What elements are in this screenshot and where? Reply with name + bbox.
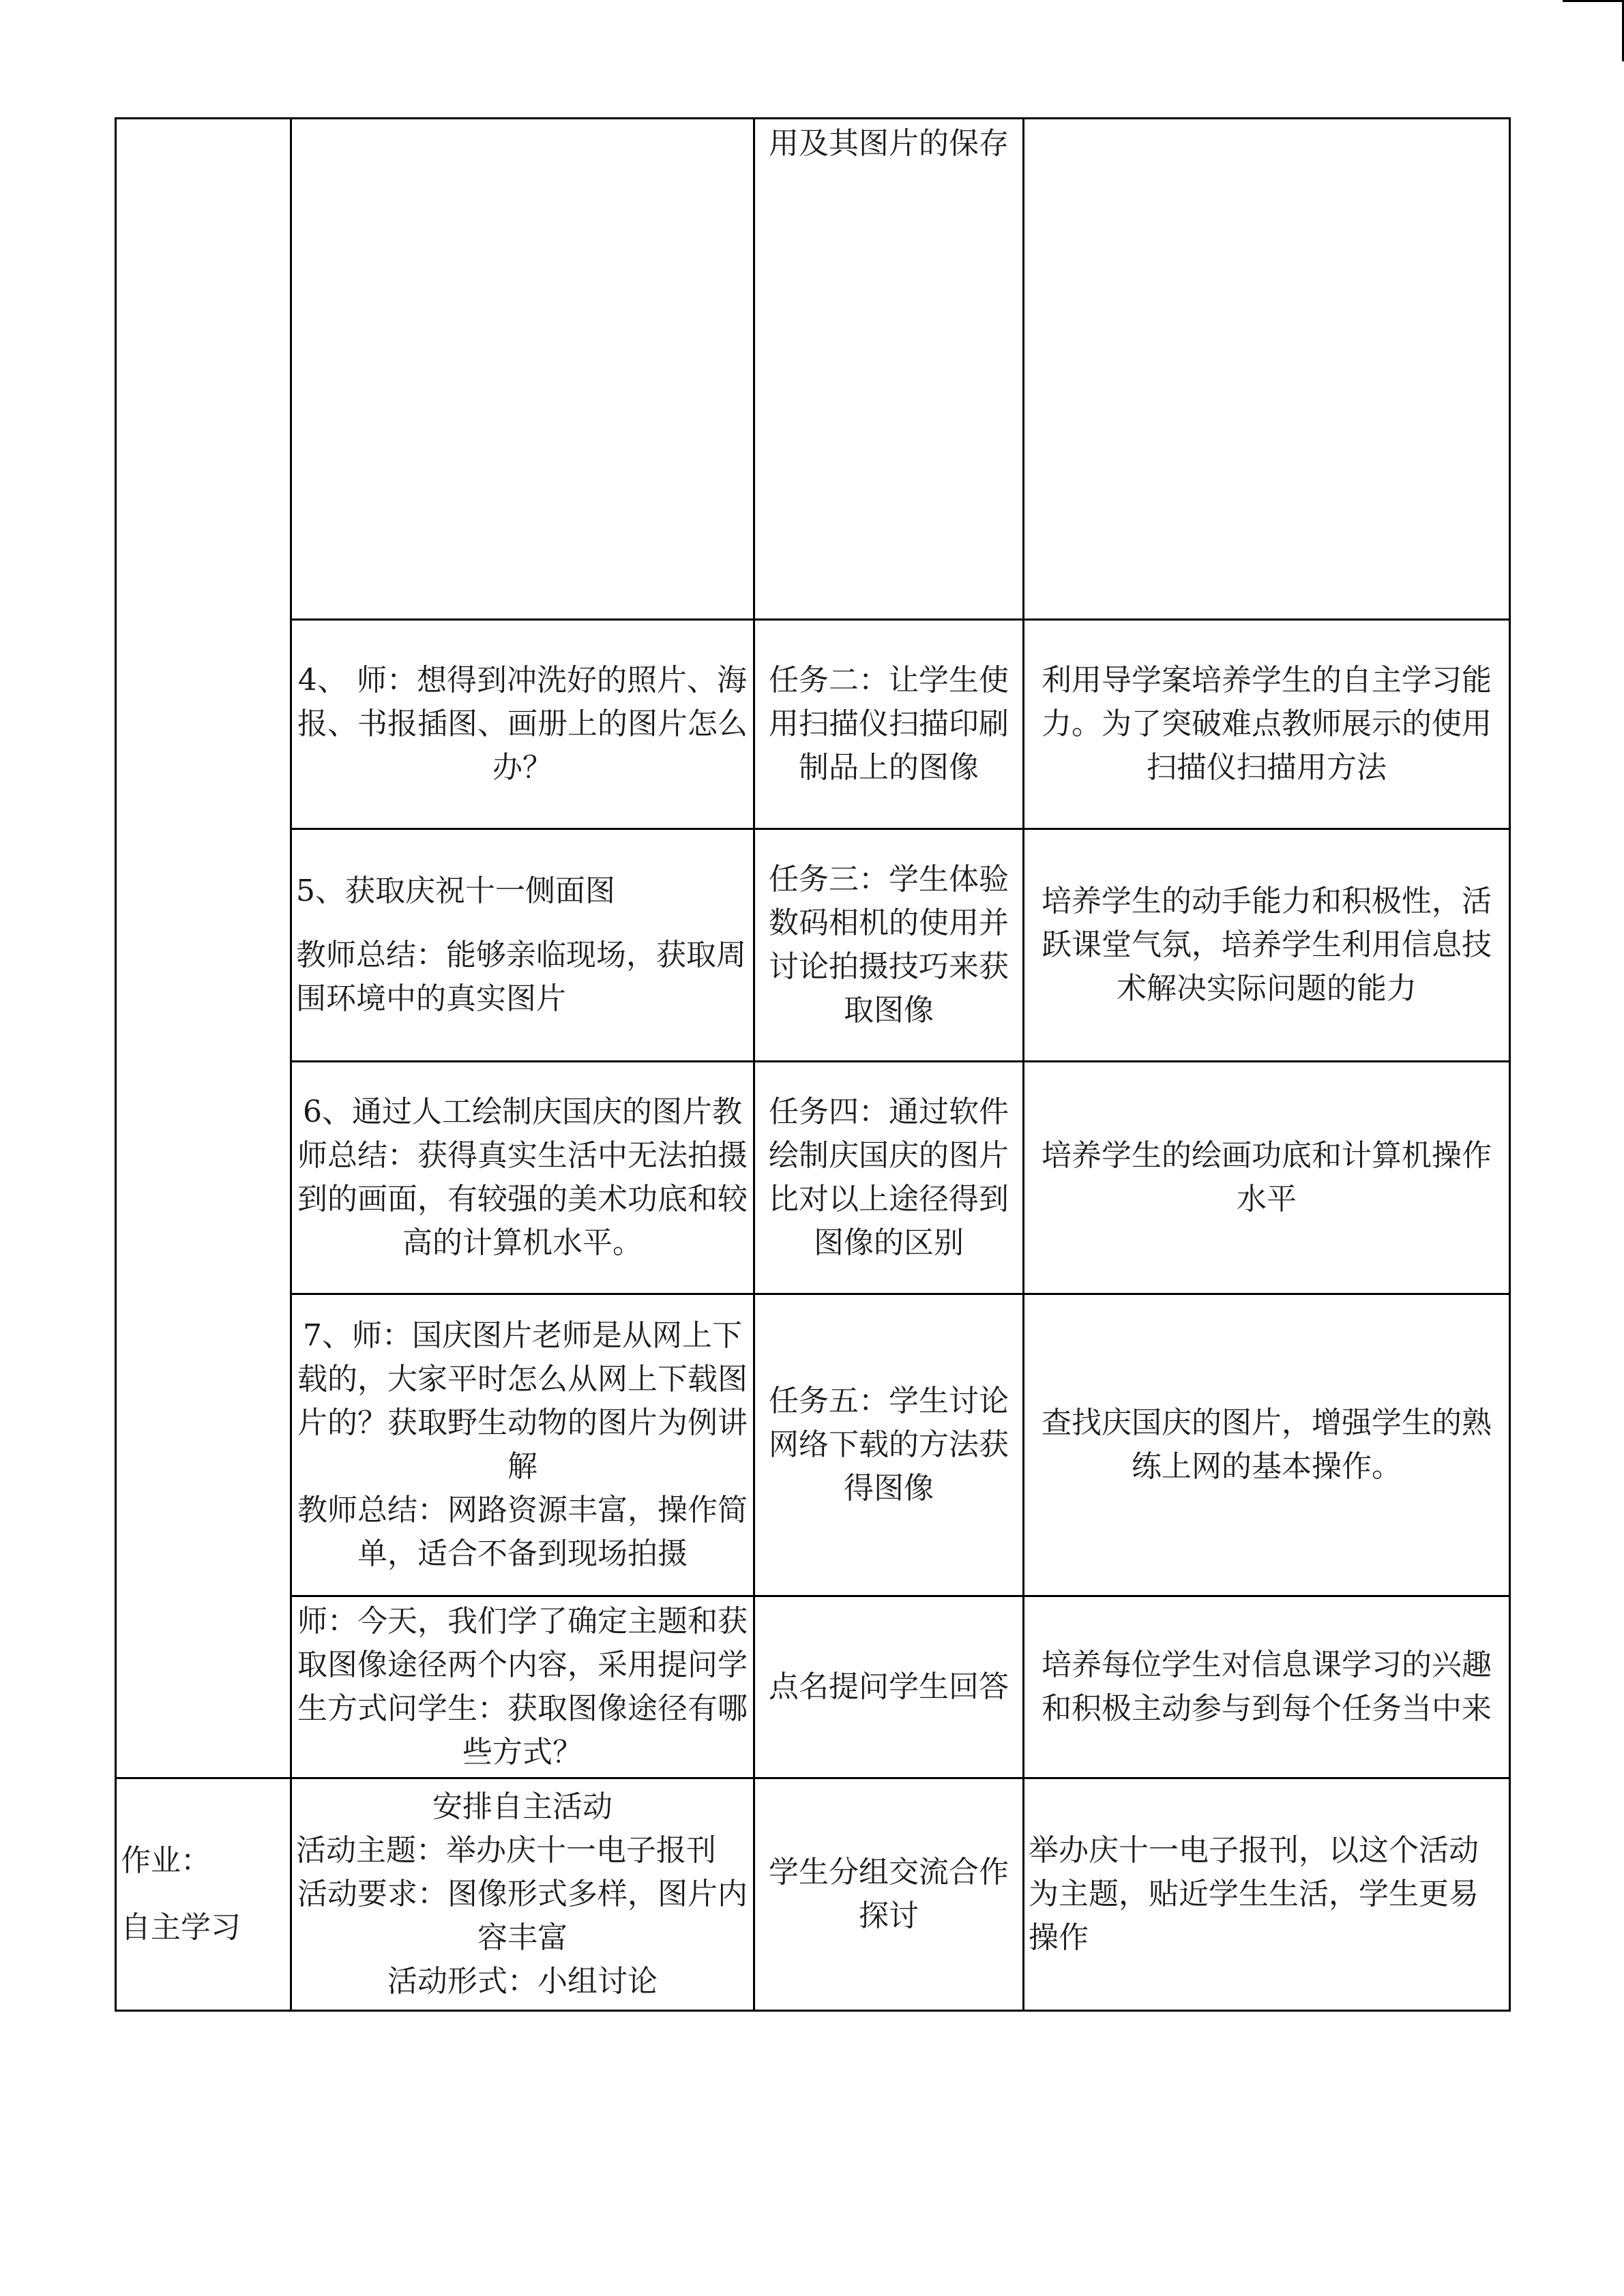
design-intent-cell <box>1024 119 1510 620</box>
activity-form-text: 活动形式：小组讨论 <box>387 1964 658 1999</box>
design-intent-cell: 举办庆十一电子报刊，以这个活动为主题，贴近学生生活，学生更易操作 <box>1024 1778 1510 2011</box>
table-row <box>116 620 1510 829</box>
activity-requirement-text: 活动要求：图像形式多样，图片内容丰富 <box>297 1877 748 1955</box>
teacher-activity-cell <box>291 829 754 1062</box>
student-task-cell: 任务三：学生体验数码相机的使用并讨论拍摄技巧来获取图像 <box>754 829 1024 1062</box>
teacher-step-text: 7、师：国庆图片老师是从网上下载的，大家平时怎么从网上下载图片的？获取野生动物的图片为例讲解 <box>297 1318 748 1484</box>
design-intent-cell: 利用导学案培养学生的自主学习能力。为了突破难点教师展示的使用扫描仪扫描用方法 <box>1024 620 1510 829</box>
student-task-cell: 任务四：通过软件绘制庆国庆的图片比对以上途径得到图像的区别 <box>754 1062 1024 1294</box>
teacher-activity-cell <box>291 1294 754 1596</box>
stage-cell-blank <box>116 119 291 1778</box>
table-row <box>116 1294 1510 1596</box>
teacher-activity-cell <box>291 119 754 620</box>
lesson-plan-table <box>115 117 1511 2012</box>
teacher-activity-cell: 6、通过人工绘制庆国庆的图片教师总结：获得真实生活中无法拍摄到的画面，有较强的美术功底和较高的计算机水平。 <box>291 1062 754 1294</box>
student-task-cell: 任务五：学生讨论网络下载的方法获得图像 <box>754 1294 1024 1596</box>
stage-cell-homework <box>116 1778 291 2011</box>
design-intent-cell: 查找庆国庆的图片，增强学生的熟练上网的基本操作。 <box>1024 1294 1510 1596</box>
design-intent-cell: 培养学生的动手能力和积极性，活跃课堂气氛，培养学生利用信息技术解决实际问题的能力 <box>1024 829 1510 1062</box>
self-study-label: 自主学习 <box>121 1910 241 1945</box>
homework-label: 作业： <box>121 1843 211 1878</box>
student-task-cell: 学生分组交流合作探讨 <box>754 1778 1024 2011</box>
design-intent-cell: 培养学生的绘画功底和计算机操作水平 <box>1024 1062 1510 1294</box>
student-task-cell: 点名提问学生回答 <box>754 1596 1024 1778</box>
table-row <box>116 829 1510 1062</box>
student-task-cell: 用及其图片的保存 <box>754 119 1024 620</box>
teacher-activity-cell <box>291 1778 754 2011</box>
design-intent-cell: 培养每位学生对信息课学习的兴趣和积极主动参与到每个任务当中来 <box>1024 1596 1510 1778</box>
table-row <box>116 1778 1510 2011</box>
table-row <box>116 119 1510 620</box>
table-row <box>116 1596 1510 1778</box>
teacher-activity-cell: 师：今天，我们学了确定主题和获取图像途径两个内容，采用提问学生方式问学生：获取图像途径有哪些方式？ <box>291 1596 754 1778</box>
teacher-summary-text: 教师总结：能够亲临现场，获取周围环境中的真实图片 <box>296 938 746 1016</box>
student-task-cell: 任务二：让学生使用扫描仪扫描印刷制品上的图像 <box>754 620 1024 829</box>
activity-theme-text: 活动主题：举办庆十一电子报刊 <box>296 1833 716 1868</box>
page-corner-mark <box>1563 0 1624 61</box>
teacher-step-title: 5、获取庆祝十一侧面图 <box>296 874 615 908</box>
teacher-activity-cell: 4、 师：想得到冲洗好的照片、海报、书报插图、画册上的图片怎么办？ <box>291 620 754 829</box>
table-row <box>116 1062 1510 1294</box>
teacher-summary-text: 教师总结：网路资源丰富，操作简单，适合不备到现场拍摄 <box>297 1493 748 1571</box>
activity-arrangement-title: 安排自主活动 <box>432 1789 612 1824</box>
